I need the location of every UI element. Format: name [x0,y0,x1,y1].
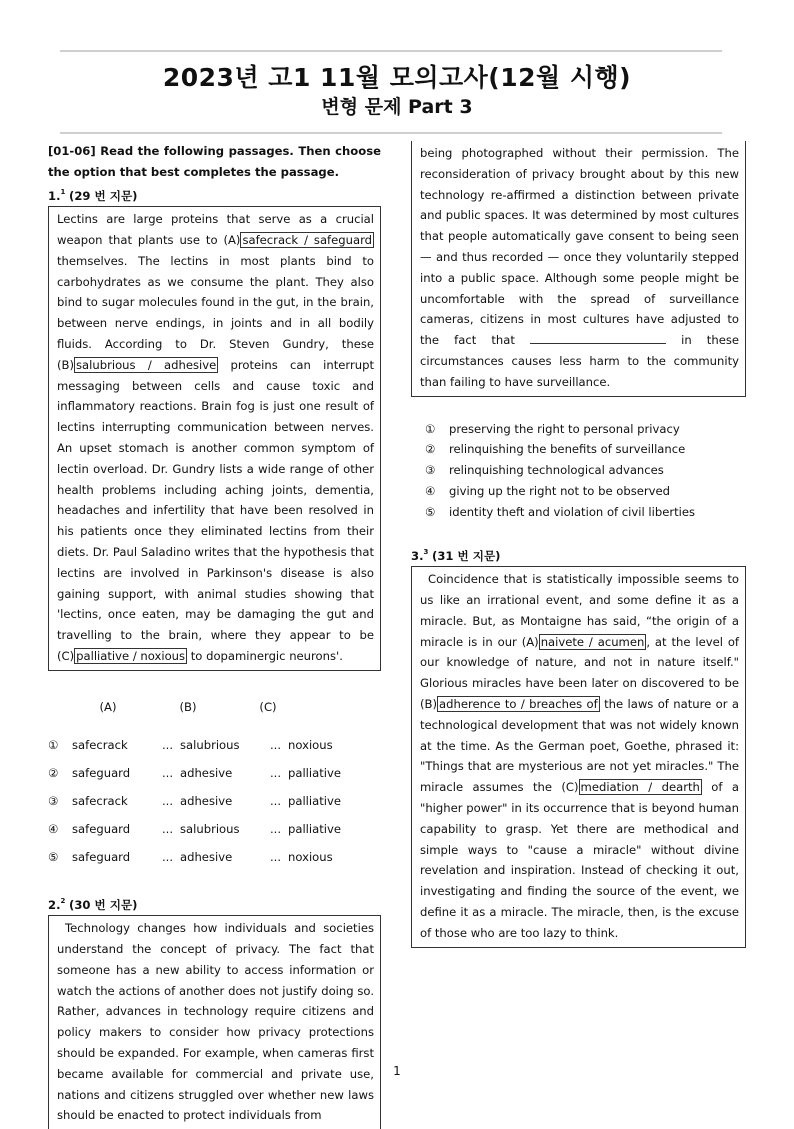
option-a: safeguard [72,850,131,865]
option-sep: ... [270,794,282,809]
q1-option[interactable] [48,760,341,788]
option-mark: ⑤ [425,504,436,519]
option-b: adhesive [180,850,233,865]
option-a: safeguard [72,766,131,781]
option-sep: ... [162,850,174,865]
option-mark: ② [425,442,436,457]
q1-option[interactable] [48,732,341,760]
q3-word-c: mediation / dearth [580,780,700,795]
q2-source: (30 번 지문) [69,897,138,912]
option-a: safecrack [72,738,128,753]
option-mark: ③ [425,463,436,478]
option-text: identity theft and violation of civil liberties [449,504,696,519]
q2-number: 2. [48,897,61,912]
q2-passage-part2 [411,141,746,397]
option-b: adhesive [180,794,233,809]
q1-number: 1. [48,188,61,203]
option-mark: ② [48,766,59,781]
option-b: salubrious [180,738,240,753]
q3-number: 3. [411,548,424,563]
option-mark: ① [48,738,59,753]
option-text: preserving the right to personal privacy [449,421,680,436]
q2-text-right-b: in these circumstances causes less harm to the community than failing to have surveillance. [420,333,740,389]
q2-option[interactable] [425,481,746,502]
option-sep: ... [162,794,174,809]
q3-footnote: 3 [423,548,429,557]
q1-header-b: (B) [179,699,197,714]
q3-word-a: naivete / acumen [540,634,645,649]
option-text: giving up the right not to be observed [449,483,671,498]
option-c: noxious [288,850,333,865]
q2-text-right-a: being photographed without their permission. The reconsideration of privacy brought about by this new technology re-affirmed a distinction between private and public spaces. It was determined by most cultures that people automatically gave consent to being seen — and thus recorded — once they voluntarily stepped into a public space. Although some people might be uncomfortable with the spread of surveillance cameras, citizens in most cultures have adjusted to the fact that [420,146,739,348]
q2-footnote: 2 [60,897,66,906]
right-column [411,141,746,948]
q3-text-3: the laws of nature or a technological development that was not widely known at the time. As the German poet, Goethe, phrased it: "Things that are mysterious are not yet miracles." The miracle assumes the (C) [420,696,739,795]
q1-source: (29 번 지문) [69,188,138,203]
option-c: palliative [288,794,341,809]
q3-heading [411,543,746,567]
option-sep: ... [162,738,174,753]
q1-word-b: salubrious / adhesive [76,357,217,372]
q1-text-2: themselves. The lectins in most plants bind to carbohydrates as we consume the plant. They also bind to sugar molecules found in the gut, in the brain, between nerve endings, in joints and in all bodily fluids. According to Dr. Steven Gundry, these (B) [57,253,374,372]
option-sep: ... [270,850,282,865]
q3-text-2: , at the level of our knowledge of nature, and not in nature itself." Glorious miracles have been later on discovered to be (B) [420,634,739,711]
q3-text-1: Coincidence that is statistically impossible seems to us like an irrational event, and some define it as a miracle. But, as Montaigne has said, “the origin of a miracle is in our (A) [420,572,739,649]
q2-text-left: Technology changes how individuals and societies understand the concept of privacy. The fact that someone has a new ability to access information or watch the actions of another does not justify doing so. Rather, advances in technology require citizens and policy makers to consider how privacy protections should be expanded. For example, when cameras first became available for commercial and private use, nations and citizens struggled over whether new laws should be enacted to protect individuals from [57,921,374,1123]
q1-options [48,732,341,872]
q3-word-b: adherence to / breaches of [439,696,598,711]
q2-blank [530,331,666,344]
q2-option[interactable] [425,460,746,481]
option-c: noxious [288,738,333,753]
option-sep: ... [162,822,174,837]
option-text: relinquishing the benefits of surveillance [449,442,686,457]
q2-options [411,419,746,523]
q1-passage [48,206,381,671]
page-title: 2023년 고1 11월 모의고사(12월 시행) [162,63,632,92]
page-subtitle: 변형 문제 Part 3 [321,96,473,118]
page-number: 1 [393,1064,401,1078]
q3-text-4: of a "higher power" in its occurrence that is beyond human capability to grasp. Yet there are methodical and simple ways to "cause a miracle" without divine revelation and inspiration. Instead of checking it out, investigating and finding the source of the event, we define it as a miracle. The miracle, then, is the excuse of those who are too lazy to think. [420,780,739,940]
q2-option[interactable] [425,502,746,523]
left-column [48,141,381,1129]
option-mark: ③ [48,794,59,809]
top-rule [60,50,722,52]
q1-text-3: proteins can interrupt messaging between cells and cause toxic and inflammatory reactions. Brain fog is just one result of lectins interrupting communication between nerves. An upset stomach is another common symptom of lectin overload. Dr. Gundry lists a wide range of other health problems including aching joints, dementia, headaches and infertility that have been resolved in his patients once they eliminated lectins from their diets. Dr. Paul Saladino writes that the hypothesis that lectins are involved in Parkinson's disease is also gaining support, with animal studies showing that 'lectins, once eaten, may be damaging the gut and travelling to the brain, where they appear to be (C) [57,357,374,663]
option-mark: ⑤ [48,850,59,865]
option-sep: ... [270,766,282,781]
q1-footnote: 1 [60,188,66,197]
option-mark: ④ [425,483,436,498]
q1-heading [48,183,381,207]
option-b: salubrious [180,822,240,837]
q2-heading [48,892,381,916]
q2-option[interactable] [425,439,746,460]
option-b: adhesive [180,766,233,781]
q1-column-headers [68,697,308,718]
title-rule [60,132,722,134]
q1-text-1: Lectins are large proteins that serve as a crucial weapon that plants use to (A) [57,212,374,248]
option-c: palliative [288,822,341,837]
q2-passage-part1 [48,915,381,1129]
instruction: [01-06] Read the following passages. Then choose the option that best completes the passage. [48,144,381,179]
option-sep: ... [162,766,174,781]
q3-source: (31 번 지문) [432,548,501,563]
q1-word-a: safecrack / safeguard [242,233,372,248]
q1-option[interactable] [48,788,341,816]
option-c: palliative [288,766,341,781]
q3-passage [411,566,746,947]
q1-header-a: (A) [99,699,117,714]
option-mark: ① [425,421,436,436]
q1-word-c: palliative / noxious [76,648,186,663]
option-mark: ④ [48,822,59,837]
option-a: safecrack [72,794,128,809]
option-sep: ... [270,822,282,837]
q1-header-c: (C) [259,699,277,714]
option-text: relinquishing technological advances [449,463,664,478]
q1-option[interactable] [48,816,341,844]
q1-option[interactable] [48,844,341,872]
option-a: safeguard [72,822,131,837]
q1-text-4: to dopaminergic neurons'. [187,648,343,663]
option-sep: ... [270,738,282,753]
q2-option[interactable] [425,419,746,440]
